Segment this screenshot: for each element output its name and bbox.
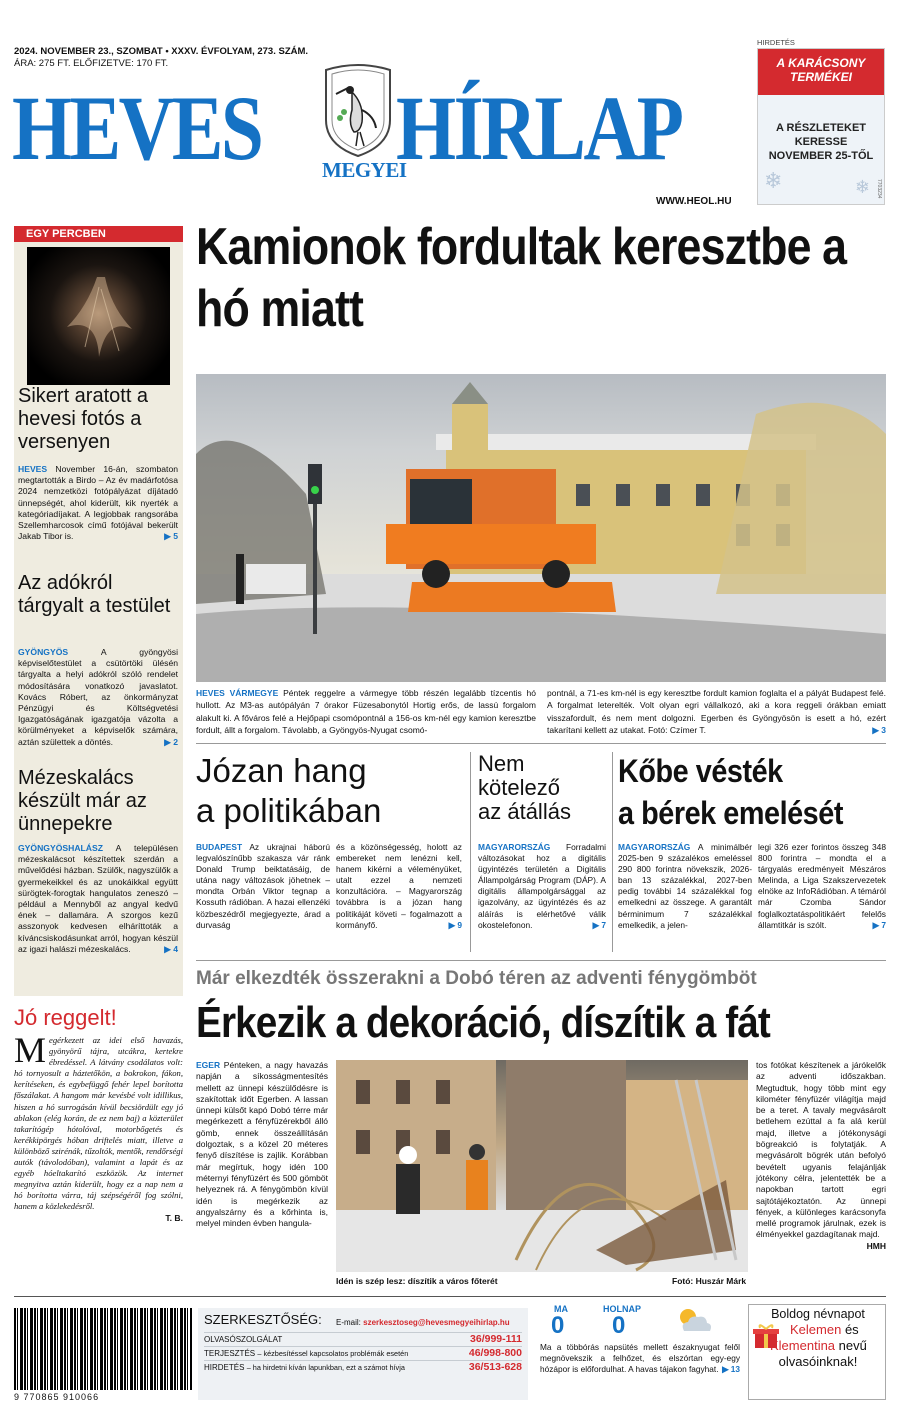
ad-line5: NOVEMBER 25-TŐL xyxy=(768,150,874,162)
sidebar-item-2-kicker: GYÖNGYÖS xyxy=(18,647,69,657)
feature-caption: Idén is szép lesz: díszítik a város főterét xyxy=(336,1276,498,1286)
nameday-line3: olvasóinknak! xyxy=(778,1354,858,1369)
nameday-and: és xyxy=(844,1322,859,1337)
weather-tomorrow-temp: 0 xyxy=(612,1312,626,1339)
stork-crest-icon xyxy=(318,60,398,160)
sidebar-item-3-text: A településen mézeskalácsot készítettek szerdán a művelődési házban. Szülők, nagyszülők a gyermekeikkel és az unokáikkal együtt sürögtek-forogtak hangulatos zeneszó – például a Mennyből az angyal kedvű ének – dallamára. A szorgos kezű asszonyok kedvesen elháríttoták a kíváncsiskodásunkat arról, hogyan készül az igazi halászi mézeskalács. xyxy=(18,843,178,954)
sidebar-item-2-page[interactable]: ▶ 2 xyxy=(164,736,178,747)
story2-body xyxy=(478,842,606,931)
nameday-names-row1 xyxy=(790,1322,859,1338)
story2-page[interactable]: ▶ 7 xyxy=(592,919,606,930)
story2-headline-1: Nem xyxy=(478,751,525,776)
contact-row xyxy=(204,1346,522,1360)
nameday-names-row2 xyxy=(770,1338,867,1354)
email-link[interactable]: szerkesztoseg@hevesmegyeihirlap.hu xyxy=(363,1318,510,1327)
weather-text xyxy=(540,1342,740,1375)
contact-title: SZERKESZTŐSÉG: xyxy=(204,1312,322,1327)
story2-headline-3: az átállás xyxy=(478,799,571,824)
lead-kicker: HEVES VÁRMEGYE xyxy=(196,688,279,698)
story3-kicker: MAGYARORSZÁG xyxy=(618,842,691,852)
nameday-suffix: nevű xyxy=(838,1338,867,1353)
barcode xyxy=(14,1308,192,1390)
feature-text-1: Pénteken, a nagy havazás napján a síkosságmentesítés mellett az ünnepi készülődésre is szakítottak időt Egerben. A lassan ünnepi külsőt kapó Dobó térre már megérkezett a fényfüzérekből álló gömb, ennek összeállításán dolgoztak, s a közel 20 méteres fenyő díszítése is zajlik. Korábban már megírtuk, hogy idén 100 méternyi fényfüzért és 500 gömböt helyeznek rá. A fénygömbön kívül idén is megérkezik az angyalszárny és a kőrhinta is, melyel minden évben hangula- xyxy=(196,1060,328,1229)
column-title: Jó reggelt! xyxy=(14,1005,117,1030)
contact-row-phone[interactable]: 46/998-800 xyxy=(468,1347,522,1359)
story3-col1 xyxy=(618,842,752,931)
sidebar-item-2-body xyxy=(18,647,178,748)
feature-col1 xyxy=(196,1060,328,1229)
sidebar-item-1-title: Sikert aratott a hevesi fotós a versenyen xyxy=(18,385,149,453)
ad-line2: TERMÉKEI xyxy=(789,70,852,84)
snowplow-photo[interactable] xyxy=(196,374,886,682)
sidebar-item-1-text: November 16-án, szombaton megtartották a Birdo – Az év madárfotósa 2024 nemzetközi fotópályázat díjátadó ünnepségét, ahol kiderült, kik nyerték a kategóriadíjakat. A legjobbak rangsorába Szellemharcosok című fotójával bekerült Jakab Tibor is. xyxy=(18,464,179,542)
contact-row xyxy=(204,1332,522,1346)
lead-text-col1 xyxy=(196,687,536,737)
decoration-photo[interactable] xyxy=(336,1060,748,1272)
contact-row xyxy=(204,1360,522,1374)
date-line: 2024. NOVEMBER 23., SZOMBAT • XXXV. ÉVFOLYAM, 273. SZÁM. xyxy=(14,46,309,57)
sidebar-item-1-page[interactable]: ▶ 5 xyxy=(164,531,178,542)
story1-page[interactable]: ▶ 9 xyxy=(448,919,462,930)
story2-text: Forradalmi változásokat hoz a digitális ügyintézés területén a Digitális Állampolgárság Program (DÁP). A digitális állampolgársággal az igazolvány, az ügyintézés és az aláírás is elérhetővé válik okostelefonon. xyxy=(478,842,606,930)
snowflake-icon: ❄ xyxy=(854,177,870,197)
lead-text-col2 xyxy=(547,687,886,737)
story2-headline-2: kötelező xyxy=(478,775,560,800)
contact-row-phone[interactable]: 36/999-111 xyxy=(470,1333,522,1345)
sidebar-header: EGY PERCBEN xyxy=(14,226,183,242)
sidebar-item-3-kicker: GYÖNGYÖSHALÁSZ xyxy=(18,843,103,853)
lead-text-1: Péntek reggelre a vármegye több részén legalább tízcentis hó hullott. Az M3-as autópályán 7 órakor Füzesabonytól Hortig erős, de lassú forgalom alakult ki. A főváros felé a Hejőpapi csomópontnál a 156-os km-nél egy kamion keresztbe fordult, állt a forgalom. Távolabb, a Gyöngyös-Nyugat csomó- xyxy=(196,688,536,736)
story1-kicker: BUDAPEST xyxy=(196,842,243,852)
story3-col2 xyxy=(758,842,886,931)
column-body xyxy=(14,1030,183,1224)
feature-col2 xyxy=(756,1060,886,1252)
barcode-digits: 9 770865 910066 xyxy=(14,1392,100,1402)
ad-line4: KERESSE xyxy=(794,136,848,148)
story1-text-2: és a közönségesség, holott az embereket nem lenézni kell, hanem kikérni a véleményüket, utalt ezzel a nemzeti konzultációra. – Magyarország továbbra is a józan hang politikáját követi – fogalmazott a kormányfő. xyxy=(336,842,462,930)
story3-headline-1: Kőbe vésték xyxy=(618,753,783,789)
column-dropcap: M xyxy=(14,1030,47,1070)
contact-row-desc: – ha hirdetni kíván lapunkban, ezt a számot hívja xyxy=(246,1363,405,1372)
story3-text-1: A minimálbér 2025-ben 9 százalékos emeléssel 290 800 forintra növekszik, 2026-ban 13 százalékkal, 2027-ben pedig további 14 százalékkal fog emelkedni az összege. A garantált bérminimum 7 százalékkal emelkedik, a jelen- xyxy=(618,842,752,930)
contact-row-phone[interactable]: 36/513-628 xyxy=(468,1361,522,1373)
feature-signature: HMH xyxy=(866,1240,886,1251)
story1-col2 xyxy=(336,842,462,931)
divider xyxy=(196,743,886,744)
sidebar-item-3-body xyxy=(18,843,178,955)
divider xyxy=(612,752,613,952)
price-line: ÁRA: 275 FT. ELŐFIZETVE: 170 FT. xyxy=(14,58,169,69)
christmas-ad[interactable] xyxy=(757,48,885,205)
feature-kicker: EGER xyxy=(196,1060,221,1070)
feature-text-2: tos fotókat készítenek a járókelők az adventi időszakban. Megtudtuk, hogy több mint egy kilométer fényfüzér világítja majd be a teret. A tavaly megvásárolt betlehem ezúttal a fa alá kerül majd, illetve a jótékonysági bögreakció is folytatják. A megvásárolt bögrék után befolyó bevételt ugyanis felajánlják jótékony célra, jelentették be a napokban tartott egri sajtótájékoztatón. Az ünnepi fények, a különleges karácsonyfa mellé programok járulnak, ezek is élményekkel gazdagítanak majd. xyxy=(756,1060,886,1240)
masthead-title-right: HÍRLAP xyxy=(396,77,682,179)
story3-page[interactable]: ▶ 7 xyxy=(872,919,886,930)
snowflake-icon: ❄ xyxy=(764,168,783,193)
story3-headline-2: a bérek emelését xyxy=(618,795,843,831)
weather-description: Ma a többórás napsütés mellett északnyugat felől megnövekszik a felhőzet, és elszórtan egy-egy hózápor is előfordulhat. A havas tájakon fagyhat. xyxy=(540,1342,740,1374)
partly-cloudy-icon xyxy=(674,1305,714,1335)
ad-label: HIRDETÉS xyxy=(757,38,795,47)
column-signature: T. B. xyxy=(165,1212,183,1223)
contact-row-desc: – kézbesítéssel kapcsolatos problémák esetén xyxy=(257,1349,409,1358)
divider xyxy=(196,960,886,961)
weather-page[interactable]: ▶ 13 xyxy=(722,1364,740,1374)
weather-tomorrow-label: HOLNAP xyxy=(603,1304,641,1314)
ad-line3: A RÉSZLETEKET xyxy=(775,122,867,134)
sidebar-item-3-page[interactable]: ▶ 4 xyxy=(164,943,178,954)
contact-email-row xyxy=(336,1318,510,1328)
masthead-title-left: HEVES xyxy=(12,77,262,179)
column-text: egérkezett az idei első havazás, gyönyörű tájra, utcákra, kertekre ébredéssel. A látvány csodálatos volt: hó tornyosult a háztetőkön, a bokrokon, fákon, kerítéseken, és egybefüggő fehér lepel borította főszálakat. A hangom már kevésbé volt idillikus, hiszen a hó surrogásán kívül becsiördült egy jó ablakon (elég korán, de ez nem baj) a közterület takarítógép hótolóval, motorbőgetés és kerékkipörgés hóban driftelés miatt, illetve a különböző szirénák, tűzoltók, mentők, rendőrségi autók (távolodóban), valamint a lapát és az egyéb hóeltakarító eszközök. Az internet megnyitva aztán kiderült, hogy ez a nap nem a hó borította várra, táj szépségéről fog szólni, hanem a közlekedésről. xyxy=(14,1035,183,1212)
contact-row-label: HIRDETÉS xyxy=(204,1363,245,1372)
story1-text-1: Az ukrajnai háború legvalószínűbb szakasza vár ránk Donald Trump beiktatásáig, de utána nagy változások jöhetnek – mondta Orbán Viktor tegnap a Kossuth rádióban. A hazai ellenzéki közbeszédről megjegyezte, árad a durvaság xyxy=(196,842,330,930)
bird-photo[interactable] xyxy=(27,247,170,385)
sidebar-item-1-kicker: HEVES xyxy=(18,464,48,474)
sidebar-item-2-title: Az adókról tárgyalt a testület xyxy=(18,572,171,617)
story1-col1 xyxy=(196,842,330,931)
email-label: E-mail: xyxy=(336,1318,361,1327)
feature-credit: Fotó: Huszár Márk xyxy=(672,1276,747,1286)
sidebar-item-3-title: Mézeskalács készült már az ünnepekre xyxy=(18,767,147,835)
weather-today-label: MA xyxy=(554,1304,568,1314)
contact-row-label: TERJESZTÉS xyxy=(204,1349,256,1358)
sidebar-item-2-text: A gyöngyösi képviselőtestület a csütörtöki ülésén tárgyalta a helyi adókról szóló rendelet módosítására vonatkozó javaslatot. Kovács Róbert, az önkormányzat Pénzügyi és Költségvetési Igazgatóságának igazgatója vázolta a körülményeket a képviselők számára, aztán születtek a döntés. xyxy=(18,647,178,747)
feature-headline: Érkezik a dekoráció, díszítik a fát xyxy=(196,998,770,1047)
website-link[interactable]: WWW.HEOL.HU xyxy=(656,196,732,207)
story2-kicker: MAGYARORSZÁG xyxy=(478,842,551,852)
story1-headline-1: Józan hang xyxy=(196,752,367,789)
weather-today-temp: 0 xyxy=(551,1312,565,1339)
lead-text-2: pontnál, a 71-es km-nél is egy keresztbe fordult kamion foglalta el a pályát Budapest felé. A forgalmat leterelték. Volt olyan egri vállalkozó, aki a kora reggeli órákban emiatt visszafordult, és nem ment dolgozni. Egerben és Gyöngyösön is esett a hó, ezért takarítani kellett az utakat. Fotó: Czímer T. xyxy=(547,688,886,736)
sidebar-item-1-body xyxy=(18,464,178,542)
story1-headline-2: a politikában xyxy=(196,792,382,829)
divider xyxy=(14,1296,886,1297)
divider xyxy=(470,752,471,952)
nameday-name1: Kelemen xyxy=(790,1322,842,1337)
ad-code: 7703234 xyxy=(876,178,882,198)
nameday-name2: Klementina xyxy=(770,1338,836,1353)
ad-line1: A KARÁCSONY xyxy=(776,56,866,70)
story3-text-2: legi 326 ezer forintos összeg 348 800 forintra – mondta el a tárgyalás eredményeit Mészáros Melinda, a Liga Szakszervezetek elnöke az InfoRádióban. A témáról már Czomba Sándor foglalkoztatáspolitikáért felelős államtitkár is szólt. xyxy=(758,842,886,930)
nameday-line1: Boldog névnapot xyxy=(771,1307,865,1321)
lead-headline: Kamionok fordultak keresztbe a hó miatt xyxy=(196,218,847,338)
lead-page[interactable]: ▶ 3 xyxy=(872,725,886,736)
contact-row-label: OLVASÓSZOLGÁLAT xyxy=(204,1335,283,1344)
masthead-subtitle: MEGYEI xyxy=(322,158,407,182)
feature-kicker-headline: Már elkezdték összerakni a Dobó téren az adventi fénygömböt xyxy=(196,968,757,989)
